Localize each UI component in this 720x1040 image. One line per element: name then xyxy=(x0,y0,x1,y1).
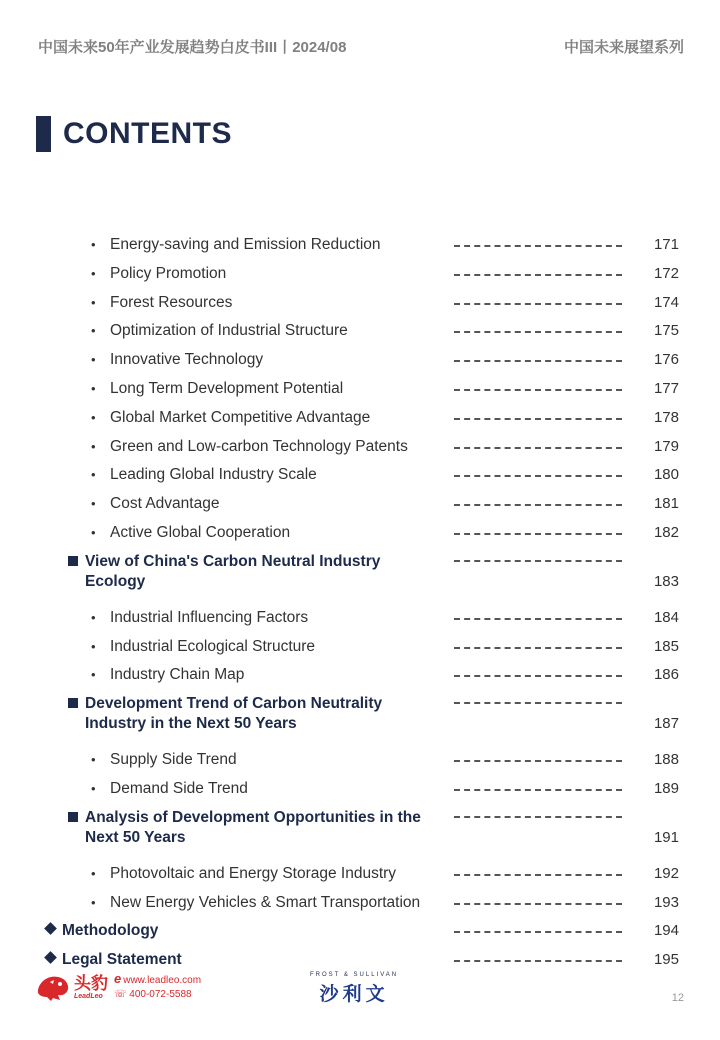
toc-entry-title: Development Trend of Carbon Neutrality Industry in the Next 50 Years xyxy=(85,695,383,733)
web-e-icon: e xyxy=(114,971,122,986)
square-bullet-icon xyxy=(68,556,78,566)
toc-page-number: 177 xyxy=(653,379,679,397)
contents-heading xyxy=(36,116,232,152)
bullet-icon: • xyxy=(91,294,96,310)
website-link[interactable]: www.leadleo.com xyxy=(123,975,202,986)
toc-page-number: 191 xyxy=(653,828,679,846)
dotted-leader xyxy=(454,760,622,762)
toc-entry[interactable] xyxy=(0,316,720,345)
toc-page-number: 186 xyxy=(653,666,679,684)
table-of-contents xyxy=(0,230,720,974)
toc-page-number: 174 xyxy=(653,293,679,311)
toc-entry-title: Methodology xyxy=(62,922,159,940)
toc-page-number: 194 xyxy=(653,922,679,940)
toc-page-number: 171 xyxy=(653,236,679,253)
toc-page-number: 176 xyxy=(653,351,679,369)
header-report-title: 中国未来50年产业发展趋势白皮书III丨2024/08 xyxy=(38,39,347,56)
toc-page-number: 180 xyxy=(653,466,679,484)
bullet-icon: • xyxy=(91,380,96,396)
toc-entry[interactable] xyxy=(0,345,720,374)
toc-entry-title: Cost Advantage xyxy=(110,495,220,513)
toc-page-number: 189 xyxy=(653,779,679,797)
frost-sullivan-cn: 沙利文 xyxy=(319,984,389,1005)
toc-entry-title: Supply Side Trend xyxy=(110,751,237,769)
toc-page-number: 183 xyxy=(653,572,679,590)
dotted-leader xyxy=(454,389,622,391)
square-bullet-icon xyxy=(68,812,78,822)
dotted-leader xyxy=(454,447,622,449)
toc-entry[interactable] xyxy=(0,745,720,774)
website-line xyxy=(114,972,201,988)
toc-entry-title: Long Term Development Potential xyxy=(110,379,344,397)
toc-entry-title: Active Global Cooperation xyxy=(110,523,291,541)
toc-page-number: 193 xyxy=(653,893,679,911)
leadleo-footer-block xyxy=(36,972,201,1002)
dotted-leader xyxy=(454,647,622,649)
toc-page-number: 185 xyxy=(653,637,679,655)
leadleo-wordmark xyxy=(74,975,108,1000)
toc-entry[interactable] xyxy=(0,632,720,661)
toc-entry-title: Leading Global Industry Scale xyxy=(110,466,317,484)
dotted-leader xyxy=(454,504,622,506)
page-number: 12 xyxy=(671,992,684,1004)
dotted-leader xyxy=(454,475,622,477)
toc-entry-title: Industrial Influencing Factors xyxy=(110,608,309,626)
toc-page-number: 195 xyxy=(653,951,679,969)
dotted-leader xyxy=(454,789,622,791)
bullet-icon: • xyxy=(91,609,96,625)
toc-entry[interactable] xyxy=(0,660,720,689)
leadleo-en-name: LeadLeo xyxy=(74,992,103,1000)
dotted-leader xyxy=(454,274,622,276)
toc-entry-title: View of China's Carbon Neutral Industry Ecology xyxy=(85,552,381,590)
toc-entry-title: Innovative Technology xyxy=(110,351,264,369)
toc-entry-title: Legal Statement xyxy=(62,951,182,969)
dotted-leader xyxy=(454,903,622,905)
bullet-icon: • xyxy=(91,894,96,910)
toc-entry[interactable] xyxy=(0,432,720,461)
bullet-icon: • xyxy=(91,865,96,881)
toc-entry[interactable] xyxy=(0,259,720,288)
toc-entry-title: Analysis of Development Opportunities in the Next 50 Years xyxy=(85,808,421,846)
bullet-icon: • xyxy=(91,438,96,454)
dotted-leader xyxy=(454,560,622,562)
bullet-icon: • xyxy=(91,323,96,339)
leadleo-cn-name: 头豹 xyxy=(74,973,108,993)
toc-page-number: 188 xyxy=(653,751,679,769)
phone-number: 400-072-5588 xyxy=(129,989,192,1000)
bullet-icon: • xyxy=(91,667,96,683)
title-accent-bar xyxy=(36,116,51,152)
phone-line xyxy=(114,988,201,1002)
diamond-bullet-icon xyxy=(44,951,57,964)
dotted-leader xyxy=(454,618,622,620)
toc-entry[interactable] xyxy=(0,230,720,259)
bullet-icon: • xyxy=(91,524,96,540)
page-title: CONTENTS xyxy=(63,117,232,150)
leadleo-logo-icon xyxy=(36,972,70,1002)
dotted-leader xyxy=(454,960,622,962)
toc-page-number: 192 xyxy=(653,864,679,882)
toc-entry-title: Optimization of Industrial Structure xyxy=(110,322,348,340)
frost-sullivan-en: FROST & SULLIVAN xyxy=(310,972,399,978)
toc-page-number: 187 xyxy=(653,715,679,733)
toc-entry-title: Forest Resources xyxy=(110,293,233,311)
toc-entry-title: Global Market Competitive Advantage xyxy=(110,408,371,426)
toc-entry[interactable] xyxy=(0,689,720,745)
toc-entry-title: Energy-saving and Emission Reduction xyxy=(110,236,381,253)
toc-entry[interactable] xyxy=(0,803,720,859)
toc-page-number: 179 xyxy=(653,437,679,455)
toc-entry-title: Photovoltaic and Energy Storage Industry xyxy=(110,864,397,882)
toc-entry-title: Policy Promotion xyxy=(110,264,227,282)
toc-entry[interactable] xyxy=(0,945,720,974)
dotted-leader xyxy=(454,931,622,933)
leadleo-contact xyxy=(114,972,201,1002)
bullet-icon: • xyxy=(91,352,96,368)
bullet-icon: • xyxy=(91,237,96,252)
dotted-leader xyxy=(454,360,622,362)
toc-entry-title: Industrial Ecological Structure xyxy=(110,637,316,655)
square-bullet-icon xyxy=(68,698,78,708)
toc-page-number: 175 xyxy=(653,322,679,340)
dotted-leader xyxy=(454,533,622,535)
dotted-leader xyxy=(454,816,622,818)
toc-entry[interactable] xyxy=(0,603,720,632)
bullet-icon: • xyxy=(91,496,96,512)
toc-page-number: 172 xyxy=(653,264,679,282)
bullet-icon: • xyxy=(91,752,96,768)
dotted-leader xyxy=(454,675,622,677)
toc-entry[interactable] xyxy=(0,547,720,603)
dotted-leader xyxy=(454,418,622,420)
dotted-leader xyxy=(454,874,622,876)
toc-entry-title: Green and Low-carbon Technology Patents xyxy=(110,437,408,455)
dotted-leader xyxy=(454,245,622,247)
phone-icon: ☏ xyxy=(114,989,127,1000)
toc-entry[interactable] xyxy=(0,460,720,489)
toc-entry[interactable] xyxy=(0,774,720,803)
bullet-icon: • xyxy=(91,265,96,281)
toc-page-number: 181 xyxy=(653,495,679,513)
diamond-bullet-icon xyxy=(44,922,57,935)
toc-page-number: 182 xyxy=(653,523,679,541)
bullet-icon: • xyxy=(91,409,96,425)
toc-page-number: 178 xyxy=(653,408,679,426)
toc-page-number: 184 xyxy=(653,608,679,626)
toc-entry[interactable] xyxy=(0,403,720,432)
toc-entry[interactable] xyxy=(0,374,720,403)
bullet-icon: • xyxy=(91,467,96,483)
bullet-icon: • xyxy=(91,780,96,796)
header-series-name: 中国未来展望系列 xyxy=(563,39,684,56)
bullet-icon: • xyxy=(91,638,96,654)
frost-sullivan-logo xyxy=(310,972,398,1006)
toc-entry[interactable] xyxy=(0,916,720,945)
toc-entry[interactable] xyxy=(0,518,720,547)
dotted-leader xyxy=(454,303,622,305)
dotted-leader xyxy=(454,702,622,704)
toc-entry[interactable] xyxy=(0,888,720,917)
toc-entry-title: New Energy Vehicles & Smart Transportation xyxy=(110,893,421,911)
toc-entry-title: Industry Chain Map xyxy=(110,666,245,684)
toc-entry[interactable] xyxy=(0,489,720,518)
toc-entry[interactable] xyxy=(0,288,720,317)
dotted-leader xyxy=(454,331,622,333)
toc-entry-title: Demand Side Trend xyxy=(110,779,248,797)
toc-entry[interactable] xyxy=(0,859,720,888)
